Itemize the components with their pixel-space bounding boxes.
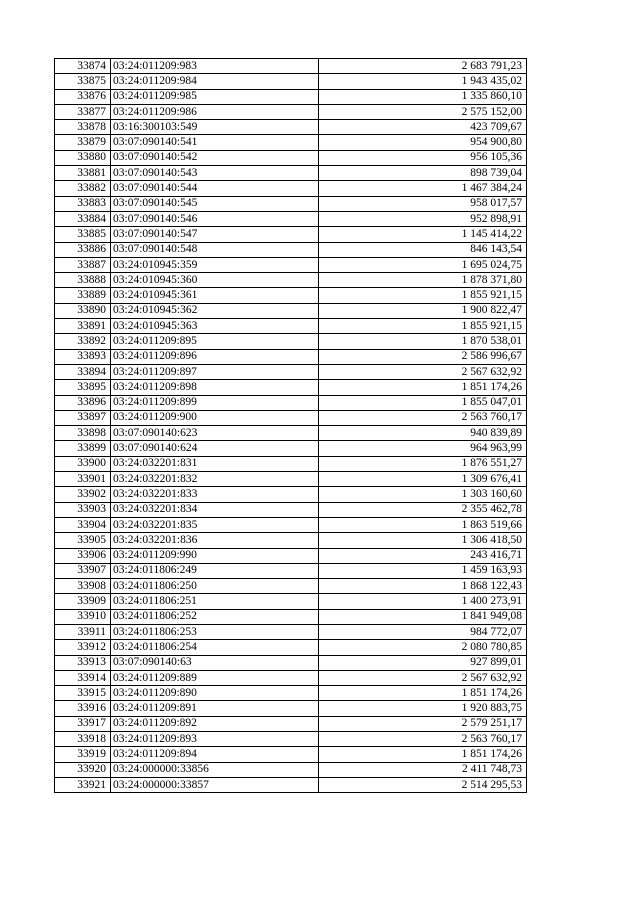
row-number-cell: 33915 (55, 686, 111, 701)
table-row (55, 303, 527, 318)
cadastral-number-cell: 03:24:011209:986 (111, 104, 319, 119)
row-number-cell: 33897 (55, 410, 111, 425)
table-row (55, 380, 527, 395)
row-number-cell: 33902 (55, 487, 111, 502)
table-row (55, 502, 527, 517)
row-number-cell: 33921 (55, 777, 111, 792)
cadastral-number-cell: 03:07:090140:547 (111, 227, 319, 242)
cadastral-number-cell: 03:24:011209:891 (111, 701, 319, 716)
table-row (55, 426, 527, 441)
value-cell: 1 303 160,60 (319, 487, 527, 502)
value-cell: 2 563 760,17 (319, 732, 527, 747)
value-cell: 243 416,71 (319, 548, 527, 563)
value-cell: 2 563 760,17 (319, 410, 527, 425)
value-cell: 898 739,04 (319, 166, 527, 181)
value-cell: 1 855 921,15 (319, 319, 527, 334)
table-row (55, 472, 527, 487)
value-cell: 1 870 538,01 (319, 334, 527, 349)
value-cell: 927 899,01 (319, 655, 527, 670)
cadastral-number-cell: 03:24:010945:360 (111, 273, 319, 288)
table-row (55, 410, 527, 425)
table-row (55, 548, 527, 563)
row-number-cell: 33875 (55, 74, 111, 89)
row-number-cell: 33901 (55, 472, 111, 487)
value-cell: 1 335 860,10 (319, 89, 527, 104)
table-row (55, 563, 527, 578)
table-row (55, 456, 527, 471)
value-cell: 1 855 921,15 (319, 288, 527, 303)
row-number-cell: 33884 (55, 211, 111, 226)
row-number-cell: 33906 (55, 548, 111, 563)
row-number-cell: 33888 (55, 273, 111, 288)
table-row (55, 609, 527, 624)
cadastral-number-cell: 03:07:090140:623 (111, 426, 319, 441)
table-row (55, 59, 527, 74)
table-row (55, 533, 527, 548)
row-number-cell: 33896 (55, 395, 111, 410)
cadastral-number-cell: 03:07:090140:542 (111, 150, 319, 165)
table-row (55, 150, 527, 165)
row-number-cell: 33917 (55, 716, 111, 731)
row-number-cell: 33916 (55, 701, 111, 716)
value-cell: 1 943 435,02 (319, 74, 527, 89)
cadastral-number-cell: 03:24:011209:894 (111, 747, 319, 762)
cadastral-number-cell: 03:24:011209:983 (111, 59, 319, 74)
value-cell: 2 514 295,53 (319, 777, 527, 792)
value-cell: 1 309 676,41 (319, 472, 527, 487)
row-number-cell: 33913 (55, 655, 111, 670)
cadastral-number-cell: 03:24:011209:895 (111, 334, 319, 349)
value-cell: 1 900 822,47 (319, 303, 527, 318)
value-cell: 2 355 462,78 (319, 502, 527, 517)
row-number-cell: 33898 (55, 426, 111, 441)
table-row (55, 196, 527, 211)
table-row (55, 640, 527, 655)
cadastral-number-cell: 03:24:011806:252 (111, 609, 319, 624)
row-number-cell: 33877 (55, 104, 111, 119)
cadastral-number-cell: 03:07:090140:543 (111, 166, 319, 181)
cadastral-number-cell: 03:07:090140:624 (111, 441, 319, 456)
cadastral-number-cell: 03:24:000000:33857 (111, 777, 319, 792)
row-number-cell: 33899 (55, 441, 111, 456)
value-cell: 2 579 251,17 (319, 716, 527, 731)
row-number-cell: 33914 (55, 670, 111, 685)
value-cell: 1 868 122,43 (319, 579, 527, 594)
table-row (55, 135, 527, 150)
table-row (55, 716, 527, 731)
value-cell: 1 851 174,26 (319, 686, 527, 701)
value-cell: 2 411 748,73 (319, 762, 527, 777)
row-number-cell: 33895 (55, 380, 111, 395)
table-row (55, 166, 527, 181)
value-cell: 940 839,89 (319, 426, 527, 441)
row-number-cell: 33885 (55, 227, 111, 242)
value-cell: 1 855 047,01 (319, 395, 527, 410)
row-number-cell: 33881 (55, 166, 111, 181)
row-number-cell: 33876 (55, 89, 111, 104)
cadastral-number-cell: 03:24:010945:362 (111, 303, 319, 318)
cadastral-number-cell: 03:24:011209:897 (111, 364, 319, 379)
table-row (55, 517, 527, 532)
value-cell: 1 459 163,93 (319, 563, 527, 578)
row-number-cell: 33891 (55, 319, 111, 334)
table-row (55, 288, 527, 303)
cadastral-number-cell: 03:07:090140:546 (111, 211, 319, 226)
table-row (55, 624, 527, 639)
table-row (55, 211, 527, 226)
value-cell: 1 851 174,26 (319, 380, 527, 395)
table-row (55, 257, 527, 272)
row-number-cell: 33900 (55, 456, 111, 471)
table-row (55, 655, 527, 670)
value-cell: 1 920 883,75 (319, 701, 527, 716)
table-body (55, 59, 527, 793)
value-cell: 1 695 024,75 (319, 257, 527, 272)
row-number-cell: 33904 (55, 517, 111, 532)
value-cell: 1 876 551,27 (319, 456, 527, 471)
table-row (55, 441, 527, 456)
row-number-cell: 33878 (55, 120, 111, 135)
cadastral-number-cell: 03:24:010945:363 (111, 319, 319, 334)
table-row (55, 701, 527, 716)
table-row (55, 104, 527, 119)
row-number-cell: 33893 (55, 349, 111, 364)
cadastral-number-cell: 03:24:010945:359 (111, 257, 319, 272)
cadastral-number-cell: 03:24:032201:835 (111, 517, 319, 532)
cadastral-number-cell: 03:07:090140:545 (111, 196, 319, 211)
table-row (55, 181, 527, 196)
row-number-cell: 33879 (55, 135, 111, 150)
cadastral-number-cell: 03:16:300103:549 (111, 120, 319, 135)
row-number-cell: 33910 (55, 609, 111, 624)
value-cell: 954 900,80 (319, 135, 527, 150)
value-cell: 956 105,36 (319, 150, 527, 165)
table-row (55, 762, 527, 777)
value-cell: 1 145 414,22 (319, 227, 527, 242)
value-cell: 2 567 632,92 (319, 364, 527, 379)
cadastral-number-cell: 03:24:011209:985 (111, 89, 319, 104)
cadastral-number-cell: 03:24:011209:896 (111, 349, 319, 364)
cadastral-number-cell: 03:24:011209:898 (111, 380, 319, 395)
value-cell: 1 467 384,24 (319, 181, 527, 196)
row-number-cell: 33905 (55, 533, 111, 548)
row-number-cell: 33911 (55, 624, 111, 639)
cadastral-number-cell: 03:24:011806:254 (111, 640, 319, 655)
table-row (55, 349, 527, 364)
table-row (55, 747, 527, 762)
cadastral-number-cell: 03:24:032201:832 (111, 472, 319, 487)
table-row (55, 777, 527, 792)
value-cell: 958 017,57 (319, 196, 527, 211)
cadastral-number-cell: 03:24:011806:253 (111, 624, 319, 639)
table-row (55, 319, 527, 334)
cadastral-number-cell: 03:24:011209:900 (111, 410, 319, 425)
cadastral-number-cell: 03:24:032201:836 (111, 533, 319, 548)
row-number-cell: 33919 (55, 747, 111, 762)
table-row (55, 594, 527, 609)
table-row (55, 120, 527, 135)
row-number-cell: 33918 (55, 732, 111, 747)
table-row (55, 334, 527, 349)
row-number-cell: 33903 (55, 502, 111, 517)
cadastral-number-cell: 03:24:011209:890 (111, 686, 319, 701)
table-row (55, 670, 527, 685)
table-row (55, 487, 527, 502)
table-row (55, 74, 527, 89)
table-row (55, 686, 527, 701)
row-number-cell: 33907 (55, 563, 111, 578)
value-cell: 2 683 791,23 (319, 59, 527, 74)
cadastral-number-cell: 03:07:090140:544 (111, 181, 319, 196)
row-number-cell: 33894 (55, 364, 111, 379)
row-number-cell: 33887 (55, 257, 111, 272)
value-cell: 2 567 632,92 (319, 670, 527, 685)
row-number-cell: 33920 (55, 762, 111, 777)
cadastral-number-cell: 03:24:011209:990 (111, 548, 319, 563)
cadastral-number-cell: 03:24:000000:33856 (111, 762, 319, 777)
row-number-cell: 33909 (55, 594, 111, 609)
cadastral-number-cell: 03:07:090140:548 (111, 242, 319, 257)
row-number-cell: 33883 (55, 196, 111, 211)
cadastral-number-cell: 03:07:090140:63 (111, 655, 319, 670)
cadastral-number-cell: 03:24:032201:831 (111, 456, 319, 471)
row-number-cell: 33892 (55, 334, 111, 349)
cadastral-number-cell: 03:07:090140:541 (111, 135, 319, 150)
table-row (55, 89, 527, 104)
cadastral-number-cell: 03:24:011209:889 (111, 670, 319, 685)
cadastral-number-cell: 03:24:011209:899 (111, 395, 319, 410)
value-cell: 1 841 949,08 (319, 609, 527, 624)
cadastral-number-cell: 03:24:032201:834 (111, 502, 319, 517)
value-cell: 423 709,67 (319, 120, 527, 135)
row-number-cell: 33880 (55, 150, 111, 165)
cadastral-number-cell: 03:24:011209:984 (111, 74, 319, 89)
row-number-cell: 33890 (55, 303, 111, 318)
value-cell: 984 772,07 (319, 624, 527, 639)
value-cell: 952 898,91 (319, 211, 527, 226)
value-cell: 846 143,54 (319, 242, 527, 257)
row-number-cell: 33882 (55, 181, 111, 196)
table-row (55, 227, 527, 242)
value-cell: 1 400 273,91 (319, 594, 527, 609)
table-row (55, 395, 527, 410)
table-row (55, 364, 527, 379)
value-cell: 2 586 996,67 (319, 349, 527, 364)
cadastral-number-cell: 03:24:011806:250 (111, 579, 319, 594)
row-number-cell: 33912 (55, 640, 111, 655)
row-number-cell: 33908 (55, 579, 111, 594)
table-row (55, 242, 527, 257)
row-number-cell: 33886 (55, 242, 111, 257)
row-number-cell: 33889 (55, 288, 111, 303)
row-number-cell: 33874 (55, 59, 111, 74)
value-cell: 2 080 780,85 (319, 640, 527, 655)
table-row (55, 579, 527, 594)
table-row (55, 732, 527, 747)
value-cell: 964 963,99 (319, 441, 527, 456)
value-cell: 1 878 371,80 (319, 273, 527, 288)
value-cell: 1 306 418,50 (319, 533, 527, 548)
value-cell: 2 575 152,00 (319, 104, 527, 119)
cadastral-number-cell: 03:24:032201:833 (111, 487, 319, 502)
table-row (55, 273, 527, 288)
cadastral-number-cell: 03:24:011806:249 (111, 563, 319, 578)
value-cell: 1 851 174,26 (319, 747, 527, 762)
cadastral-number-cell: 03:24:011209:892 (111, 716, 319, 731)
cadastral-number-cell: 03:24:011209:893 (111, 732, 319, 747)
cadastral-number-cell: 03:24:011806:251 (111, 594, 319, 609)
cadastral-number-cell: 03:24:010945:361 (111, 288, 319, 303)
value-cell: 1 863 519,66 (319, 517, 527, 532)
cadastral-value-table (54, 58, 527, 793)
